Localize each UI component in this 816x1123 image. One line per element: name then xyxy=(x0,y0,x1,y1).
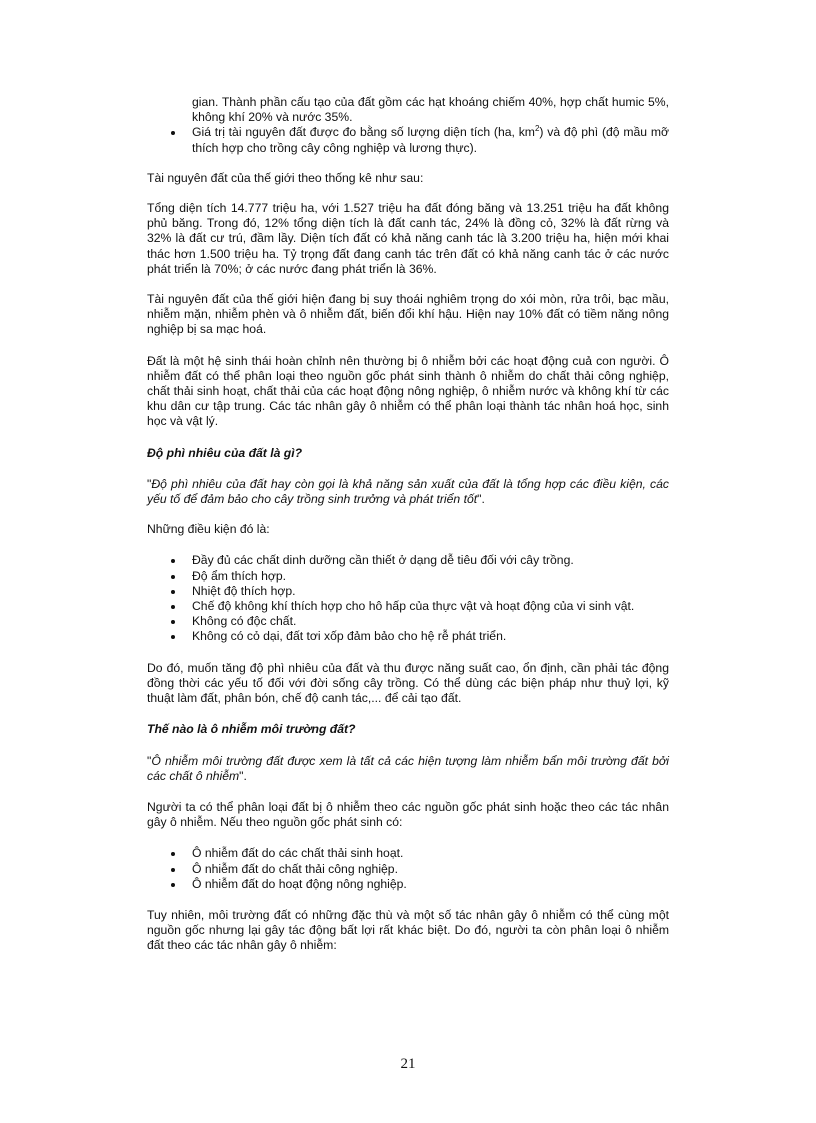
conditions-intro: Những điều kiện đó là: xyxy=(147,522,270,537)
document-body xyxy=(147,95,669,954)
list-item: Không có độc chất. xyxy=(192,614,669,629)
list-item: Ô nhiễm đất do chất thải công nghiệp. xyxy=(192,862,669,877)
however-paragraph: Tuy nhiên, môi trường đất có những đặc thù và một số tác nhân gây ô nhiễm có thể cùng một nguồn gốc nhưng lại gây tác động bất lợi rất khác biệt. Do đó, người ta còn phân loại ô nhiễm đất theo các tác nhân gây ô nhiễm: xyxy=(147,907,669,953)
list-item: Ô nhiễm đất do hoạt động nông nghiệp. xyxy=(192,877,669,892)
continued-paragraph: gian. Thành phần cấu tạo của đất gồm các hạt khoáng chiếm 40%, hợp chất humic 5%, không khí 20% và nước 35%. xyxy=(192,95,669,125)
pollution-sources-list xyxy=(147,846,669,892)
degradation-paragraph: Tài nguyên đất của thế giới hiện đang bị suy thoái nghiêm trọng do xói mòn, rửa trôi, bạc mầu, nhiễm mặn, nhiễm phèn và ô nhiễm đất, biến đổi khí hậu. Hiện nay 10% đất có tiềm năng nông nghiệp bị sa mạc hoá. xyxy=(147,292,669,337)
page-number: 21 xyxy=(400,1056,416,1072)
superscript: 2 xyxy=(534,124,540,134)
improve-paragraph: Do đó, muốn tăng độ phì nhiêu của đất và thu được năng suất cao, ổn định, cần phải tác động đồng thời các yếu tố đối với đời sống cây trồng. Có thể dùng các biện pháp như thuỷ lợi, kỹ thuật làm đất, phân bón, chế độ canh tác,... để cải tạo đất. xyxy=(147,660,669,706)
fertility-heading: Độ phì nhiêu của đất là gì? xyxy=(147,445,303,460)
conditions-list xyxy=(147,553,669,644)
list-item: Giá trị tài nguyên đất được đo bằng số lượng diện tích (ha, $km^2$) và độ phì (độ mầu mỡ thích hợp cho trồng cây công nghiệp và lương thực). xyxy=(192,124,669,155)
list-item: Đầy đủ các chất dinh dưỡng cần thiết ở dạng dễ tiêu đối với cây trồng. xyxy=(192,553,669,568)
world-resources-intro: Tài nguyên đất của thế giới theo thống kê như sau: xyxy=(147,170,424,185)
list-item: Độ ẩm thích hợp. xyxy=(192,569,669,584)
fertility-definition: "Độ phì nhiêu của đất hay còn gọi là khả năng sản xuất của đất là tổng hợp các điều kiện, các yếu tố để đảm bảo cho cây trồng sinh trưởng và phát triển tốt". xyxy=(147,476,669,507)
ecosystem-paragraph: Đất là một hệ sinh thái hoàn chỉnh nên thường bị ô nhiễm bởi các hoạt động cuả con người. Ô nhiễm đất có thể phân loại theo nguồn gốc phát sinh thành ô nhiễm do chất thải công nghiệp, chất thải sinh hoạt, chất thải của các hoạt động nông nghiệp, ô nhiễm nước và không khí từ các khu dân cư tập trung. Các tác nhân gây ô nhiễm có thể phân loại thành tác nhân hoá học, sinh học và vật lý. xyxy=(147,353,669,429)
list-item: Chế độ không khí thích hợp cho hô hấp của thực vật và hoạt động của vi sinh vật. xyxy=(192,599,669,614)
pollution-definition: "Ô nhiễm môi trường đất được xem là tất cả các hiện tượng làm nhiễm bẩn môi trường đất bởi các chất ô nhiễm". xyxy=(147,753,669,783)
list-item: Ô nhiễm đất do các chất thải sinh hoạt. xyxy=(192,846,669,861)
list-item: Không có cỏ dại, đất tơi xốp đảm bảo cho hệ rễ phát triển. xyxy=(192,629,669,644)
list-item: Nhiệt độ thích hợp. xyxy=(192,584,669,599)
pollution-heading: Thế nào là ô nhiễm môi trường đất? xyxy=(147,722,356,737)
land-area-paragraph: Tổng diện tích 14.777 triệu ha, với 1.527 triệu ha đất đóng băng và 13.251 triệu ha đất không phủ băng. Trong đó, 12% tổng diện tích là đất canh tác, 24% là đồng cỏ, 32% là đất rừng và 32% là đất cư trú, đầm lầy. Diện tích đất có khả năng canh tác là 3.200 triệu ha, hiện mới khai thác hơn 1.500 triệu ha. Tỷ trọng đất đang canh tác trên đất có khả năng canh tác ở các nước phát triển là 70%; ở các nước đang phát triển là 36%. xyxy=(147,201,669,276)
resource-value-list xyxy=(147,125,669,155)
classification-paragraph: Người ta có thể phân loại đất bị ô nhiễm theo các nguồn gốc phát sinh hoặc theo các tác nhân gây ô nhiễm. Nếu theo nguồn gốc phát sinh có: xyxy=(147,799,669,830)
